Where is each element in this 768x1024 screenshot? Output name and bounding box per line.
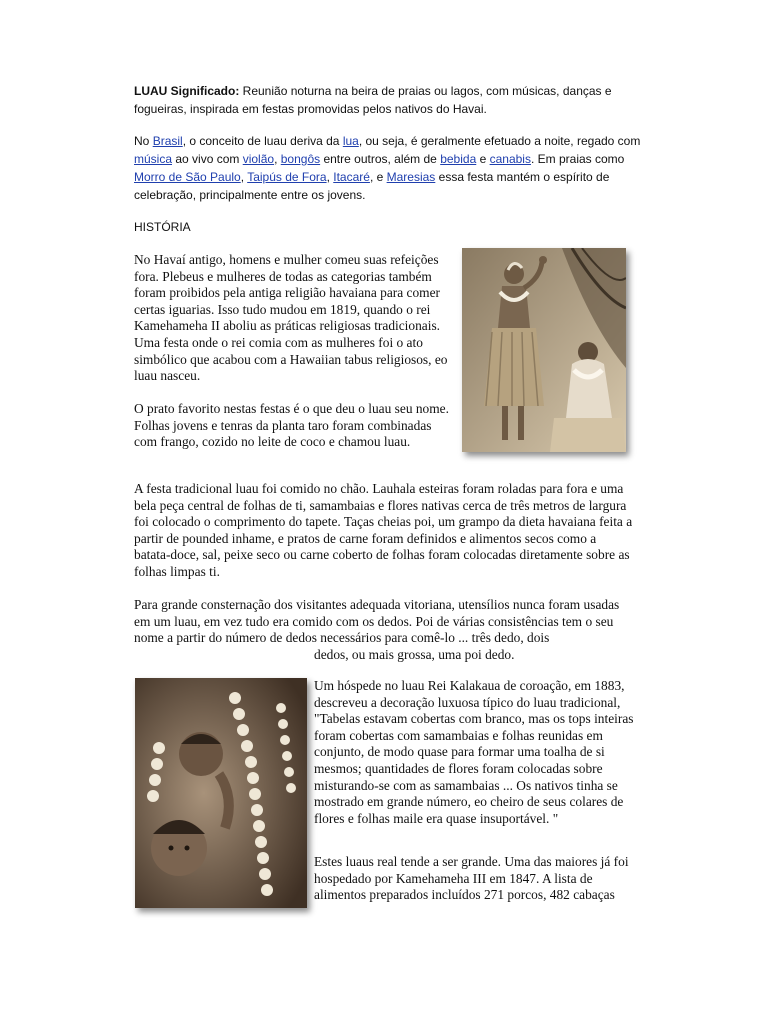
historia-heading: HISTÓRIA [134, 220, 191, 234]
child-with-leis-photo [135, 678, 307, 908]
link-itacare[interactable]: Itacaré [333, 170, 370, 184]
paragraph-history-5: Um hóspede no luau Rei Kalakaua de coroação, em 1883, descreveu a decoração luxuosa típico do luau tradicional, "Tabelas estavam cobertas com branco, mas os tops inteiras foram cobertas com samambaias e folhas reunidas em conjunto, de modo quase para formar uma toalha de si mesmos; quantidades de flores foram colocadas sobre misturando-se com as samambaias ... Os nativos tinha se mostrado em grande número, eo cheiro de seus colares de flores e folhas maile era quase insuportável. " [314, 678, 634, 826]
link-musica[interactable]: música [134, 152, 173, 166]
intro-paragraph [134, 82, 624, 118]
text-fragment: , e [369, 170, 387, 184]
link-taipus-de-fora[interactable]: Taipús de Fora [247, 170, 327, 184]
link-canabis[interactable]: canabis [489, 152, 531, 166]
text-fragment: No [134, 134, 153, 148]
text-fragment: ao vivo com [172, 152, 243, 166]
text-fragment: , ou seja, é geralmente efetuado a noite, regado com [358, 134, 641, 148]
link-morro-de-sao-paulo[interactable]: Morro de São Paulo [134, 170, 241, 184]
hula-dancers-photo [462, 248, 626, 452]
text-fragment: , [240, 170, 248, 184]
link-lua[interactable]: lua [342, 134, 359, 148]
paragraph-history-4-tail: dedos, ou mais grossa, uma poi dedo. [314, 647, 515, 662]
intro-term: LUAU Significado: [134, 84, 240, 98]
link-brasil[interactable]: Brasil [152, 134, 183, 148]
text-fragment: entre outros, além de [320, 152, 441, 166]
text-fragment: , [326, 170, 334, 184]
text-fragment: . Em praias como [530, 152, 625, 166]
link-bebida[interactable]: bebida [440, 152, 477, 166]
intro-definition: Reunião noturna na beira de praias ou lagos, com músicas, danças e fogueiras, inspirada em festas promovidas pelos nativos do Havai. [134, 84, 612, 116]
link-maresias[interactable]: Maresias [386, 170, 436, 184]
paragraph-history-1: No Havaí antigo, homens e mulher comeu suas refeições fora. Plebeus e mulheres de todas as categorias também foram proibidos pela antiga religião havaiana para comer certas iguarias. Isso tudo mudou em 1819, quando o rei Kamehameha II aboliu as práticas religiosas tradicionais. Uma festa onde o rei comia com as mulheres foi o ato simbólico que acabou com a Hawaiian tabus religiosos, eo luau nasceu. [134, 252, 448, 384]
paragraph-history-2: O prato favorito nestas festas é o que deu o luau seu nome. Folhas jovens e tenras da planta taro foram combinadas com frango, cozido no leite de coco e chamou luau. [134, 401, 449, 450]
brasil-paragraph [134, 132, 644, 204]
link-violao[interactable]: violão [242, 152, 275, 166]
paragraph-history-6: Estes luaus real tende a ser grande. Uma das maiores já foi hospedado por Kamehameha III em 1847. A lista de alimentos preparados incluídos 271 porcos, 482 cabaças [314, 854, 629, 903]
child-with-leis-illustration [135, 678, 307, 908]
link-bongos[interactable]: bongôs [280, 152, 321, 166]
text-fragment: , o conceito de luau deriva da [182, 134, 343, 148]
paragraph-history-4: Para grande consternação dos visitantes adequada vitoriana, utensílios nunca foram usadas em um luau, em vez tudo era comido com os dedos. Poi de várias consistências tem o seu nome a partir do número de dedos necessários para comê-lo ... três dedo, dois [134, 597, 620, 646]
text-fragment: e [476, 152, 490, 166]
text-fragment: essa festa mantém o espírito de celebração, principalmente entre os jovens. [134, 170, 610, 202]
paragraph-history-3: A festa tradicional luau foi comido no chão. Lauhala esteiras foram roladas para fora e uma bela peça central de folhas de ti, samambaias e flores nativas cerca de três metros de largura foi colocado o comprimento do tapete. Taças cheias poi, um grampo da dieta havaiana feita a partir de pounded inhame, e pratos de carne foram definidos e alimentos secos como a batata-doce, sal, peixe seco ou carne coberto de folhas foram colocadas diretamente sobre as folhas limpas ti. [134, 481, 633, 579]
text-fragment: , [274, 152, 281, 166]
hula-dancers-illustration [462, 248, 626, 452]
